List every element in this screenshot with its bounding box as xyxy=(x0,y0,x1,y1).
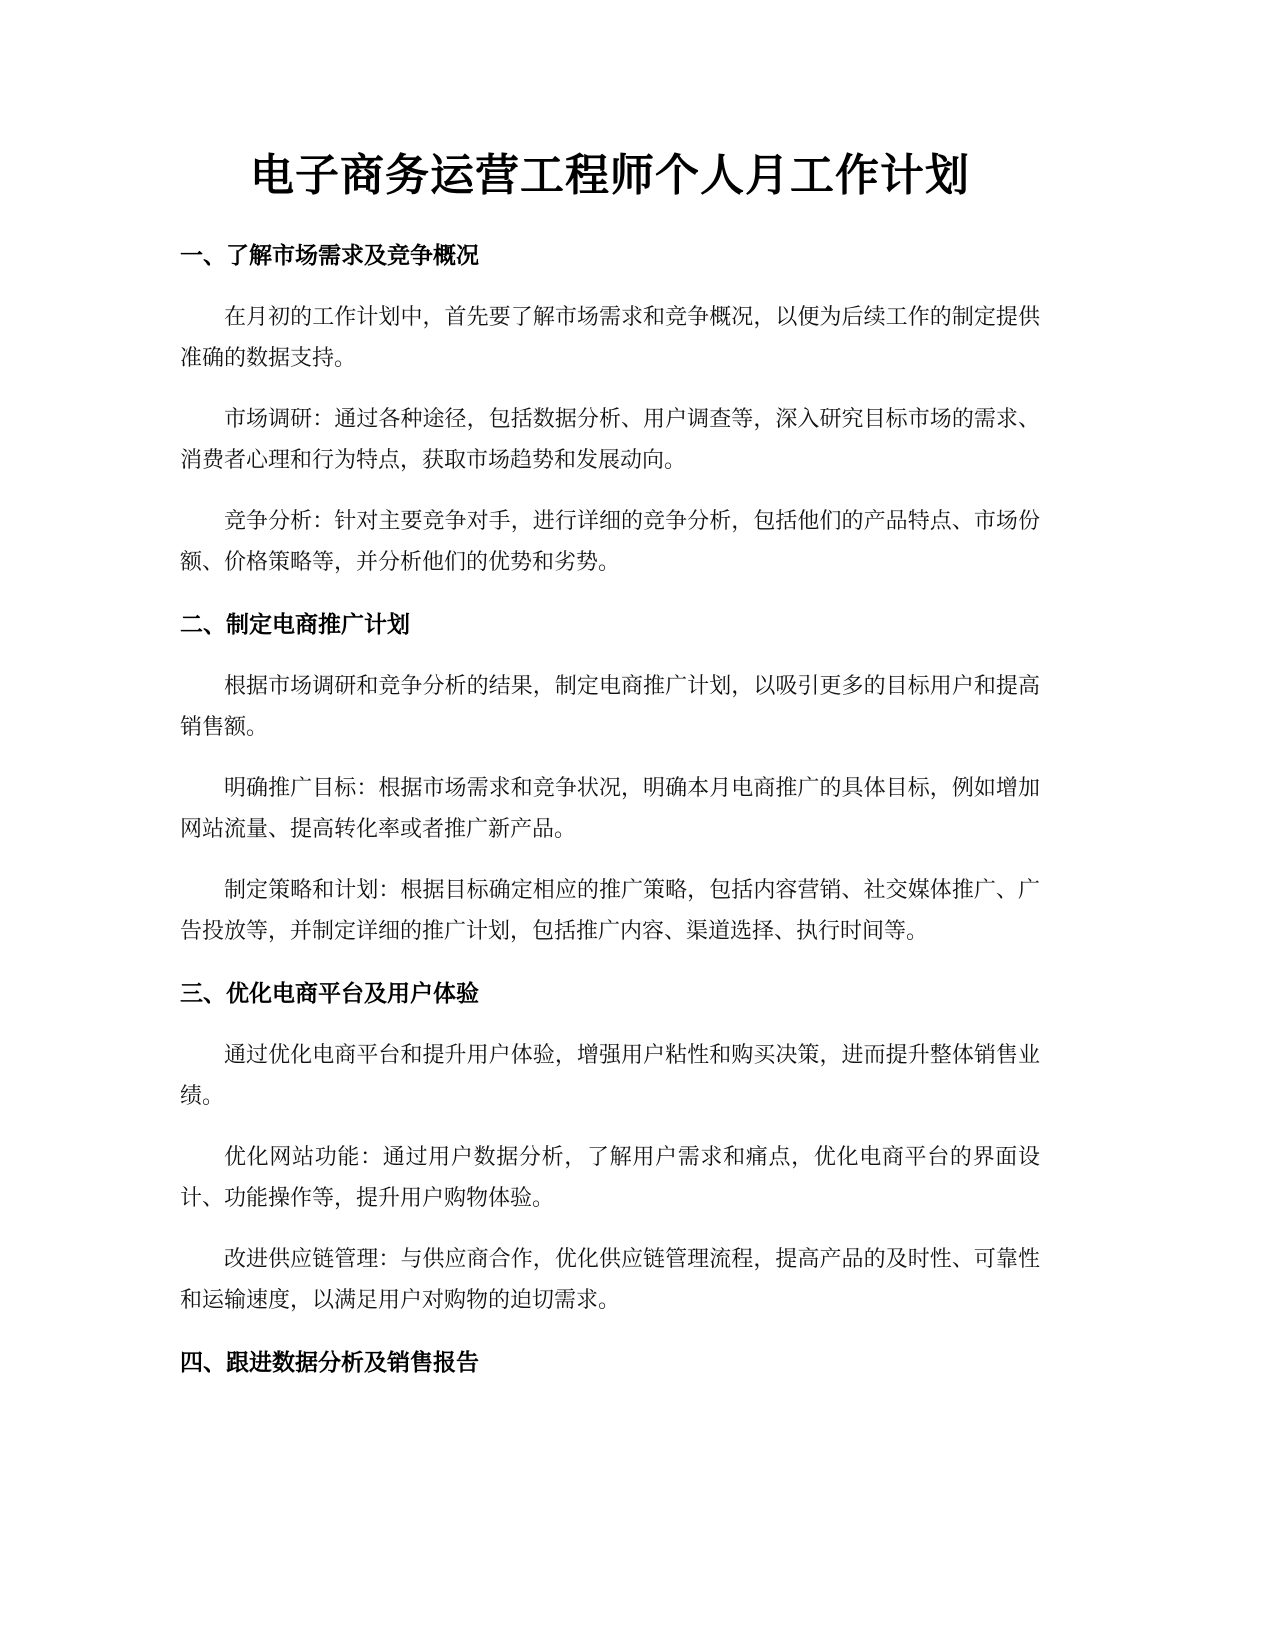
section-2 xyxy=(180,605,1040,952)
document-title: 电子商务运营工程师个人月工作计划 xyxy=(250,150,970,201)
paragraph: 根据市场调研和竞争分析的结果，制定电商推广计划，以吸引更多的目标用户和提高销售额。 xyxy=(180,674,1040,740)
section-heading: 四、跟进数据分析及销售报告 xyxy=(180,1350,479,1376)
paragraph: 明确推广目标：根据市场需求和竞争状况，明确本月电商推广的具体目标，例如增加网站流量、提高转化率或者推广新产品。 xyxy=(180,776,1040,842)
paragraph: 通过优化电商平台和提升用户体验，增强用户粘性和购买决策，进而提升整体销售业绩。 xyxy=(180,1043,1040,1109)
paragraph: 在月初的工作计划中，首先要了解市场需求和竞争概况，以便为后续工作的制定提供准确的数据支持。 xyxy=(180,305,1040,371)
section-heading: 一、了解市场需求及竞争概况 xyxy=(180,243,479,269)
paragraph: 竞争分析：针对主要竞争对手，进行详细的竞争分析，包括他们的产品特点、市场份额、价格策略等，并分析他们的优势和劣势。 xyxy=(180,509,1040,575)
paragraph: 制定策略和计划：根据目标确定相应的推广策略，包括内容营销、社交媒体推广、广告投放等，并制定详细的推广计划，包括推广内容、渠道选择、执行时间等。 xyxy=(180,878,1040,944)
section-heading: 二、制定电商推广计划 xyxy=(180,612,410,638)
section-3 xyxy=(180,974,1040,1321)
section-heading: 三、优化电商平台及用户体验 xyxy=(180,981,479,1007)
document-page xyxy=(180,0,1040,1383)
section-4 xyxy=(180,1343,1040,1383)
section-1 xyxy=(180,236,1040,583)
paragraph: 优化网站功能：通过用户数据分析，了解用户需求和痛点，优化电商平台的界面设计、功能操作等，提升用户购物体验。 xyxy=(180,1145,1040,1211)
paragraph: 市场调研：通过各种途径，包括数据分析、用户调查等，深入研究目标市场的需求、消费者心理和行为特点，获取市场趋势和发展动向。 xyxy=(180,407,1040,473)
paragraph: 改进供应链管理：与供应商合作，优化供应链管理流程，提高产品的及时性、可靠性和运输速度，以满足用户对购物的迫切需求。 xyxy=(180,1247,1040,1313)
